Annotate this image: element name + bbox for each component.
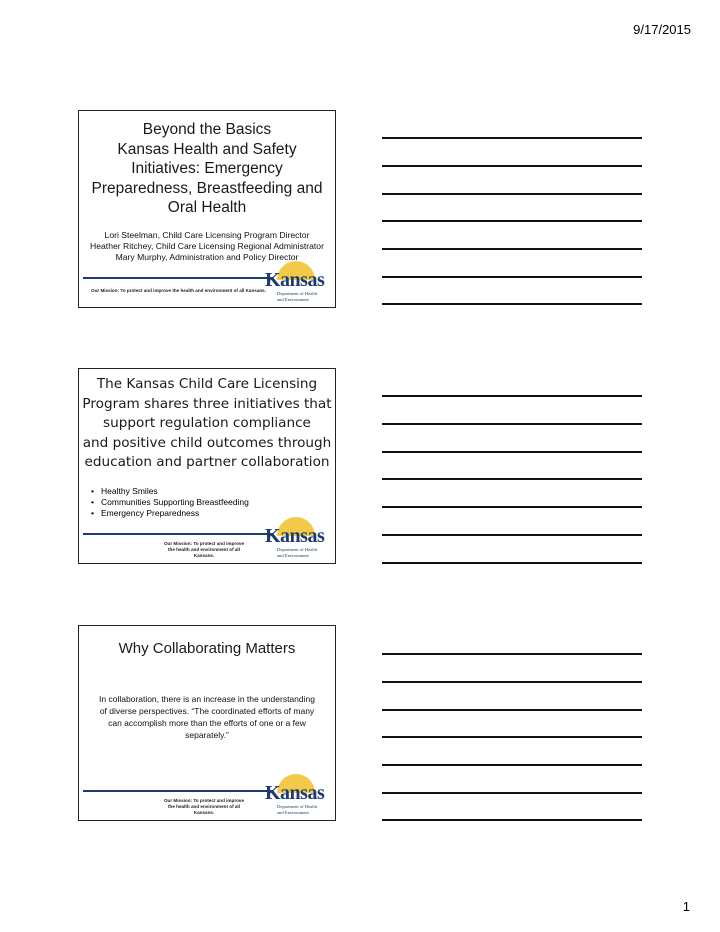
mission-statement: Our Mission: To protect and improve the health and environment of all Kansans. bbox=[163, 541, 245, 558]
slide-2-title: The Kansas Child Care Licensing Program shares three initiatives that support regulation compliance and positive child outcomes through education and partner collaboration bbox=[82, 376, 332, 470]
note-line bbox=[382, 451, 642, 453]
slide-3-body: In collaboration, there is an increase in the understanding of diverse perspectives. “The coordinated efforts of many can accomplish more than the efforts of one or a few separately.” bbox=[99, 694, 315, 740]
mission-statement: Our Mission: To protect and improve the health and environment of all Kansans. bbox=[91, 288, 267, 293]
note-line bbox=[382, 764, 642, 766]
note-line bbox=[382, 736, 642, 738]
note-line bbox=[382, 248, 642, 250]
note-line bbox=[382, 303, 642, 305]
note-line bbox=[382, 792, 642, 794]
note-line bbox=[382, 681, 642, 683]
note-line bbox=[382, 423, 642, 425]
slide-1-authors: Lori Steelman, Child Care Licensing Program Director Heather Ritchey, Child Care Licensing Regional Administrator Mary Murphy, Administration and Policy Director bbox=[90, 229, 324, 262]
slide-1-footer bbox=[79, 261, 335, 307]
slide-2-footer bbox=[79, 517, 335, 563]
list-item: • Healthy Smiles bbox=[91, 486, 335, 497]
mission-statement: Our Mission: To protect and improve the health and environment of all Kansans. bbox=[163, 798, 245, 815]
slide-3-footer bbox=[79, 774, 335, 820]
print-date: 9/17/2015 bbox=[633, 22, 691, 37]
list-item: • Communities Supporting Breastfeeding bbox=[91, 497, 335, 508]
kdhe-logo: Kansas Department of Health and Environment bbox=[265, 517, 321, 561]
note-line bbox=[382, 534, 642, 536]
slide-1-thumbnail bbox=[78, 110, 336, 308]
slide-3-title: Why Collaborating Matters bbox=[118, 640, 296, 657]
page-number: 1 bbox=[682, 899, 690, 914]
note-line bbox=[382, 478, 642, 480]
footer-rule bbox=[83, 277, 273, 279]
note-line bbox=[382, 709, 642, 711]
footer-rule bbox=[83, 790, 273, 792]
note-line bbox=[382, 276, 642, 278]
slide-3-thumbnail bbox=[78, 625, 336, 821]
note-line bbox=[382, 220, 642, 222]
note-line bbox=[382, 137, 642, 139]
note-line bbox=[382, 165, 642, 167]
note-line bbox=[382, 395, 642, 397]
footer-rule bbox=[83, 533, 273, 535]
kdhe-logo: Kansas Department of Health and Environment bbox=[265, 774, 321, 818]
slide-1-title: Beyond the Basics Kansas Health and Safety Initiatives: Emergency Preparedness, Breastfeeding and Oral Health bbox=[91, 121, 323, 216]
note-line bbox=[382, 819, 642, 821]
note-line bbox=[382, 562, 642, 564]
note-line bbox=[382, 193, 642, 195]
initiatives-list bbox=[91, 486, 335, 519]
note-line bbox=[382, 653, 642, 655]
note-line bbox=[382, 506, 642, 508]
list-item: • Emergency Preparedness bbox=[91, 508, 335, 519]
kdhe-logo: Kansas Department of Health and Environment bbox=[265, 261, 321, 305]
slide-2-thumbnail bbox=[78, 368, 336, 564]
